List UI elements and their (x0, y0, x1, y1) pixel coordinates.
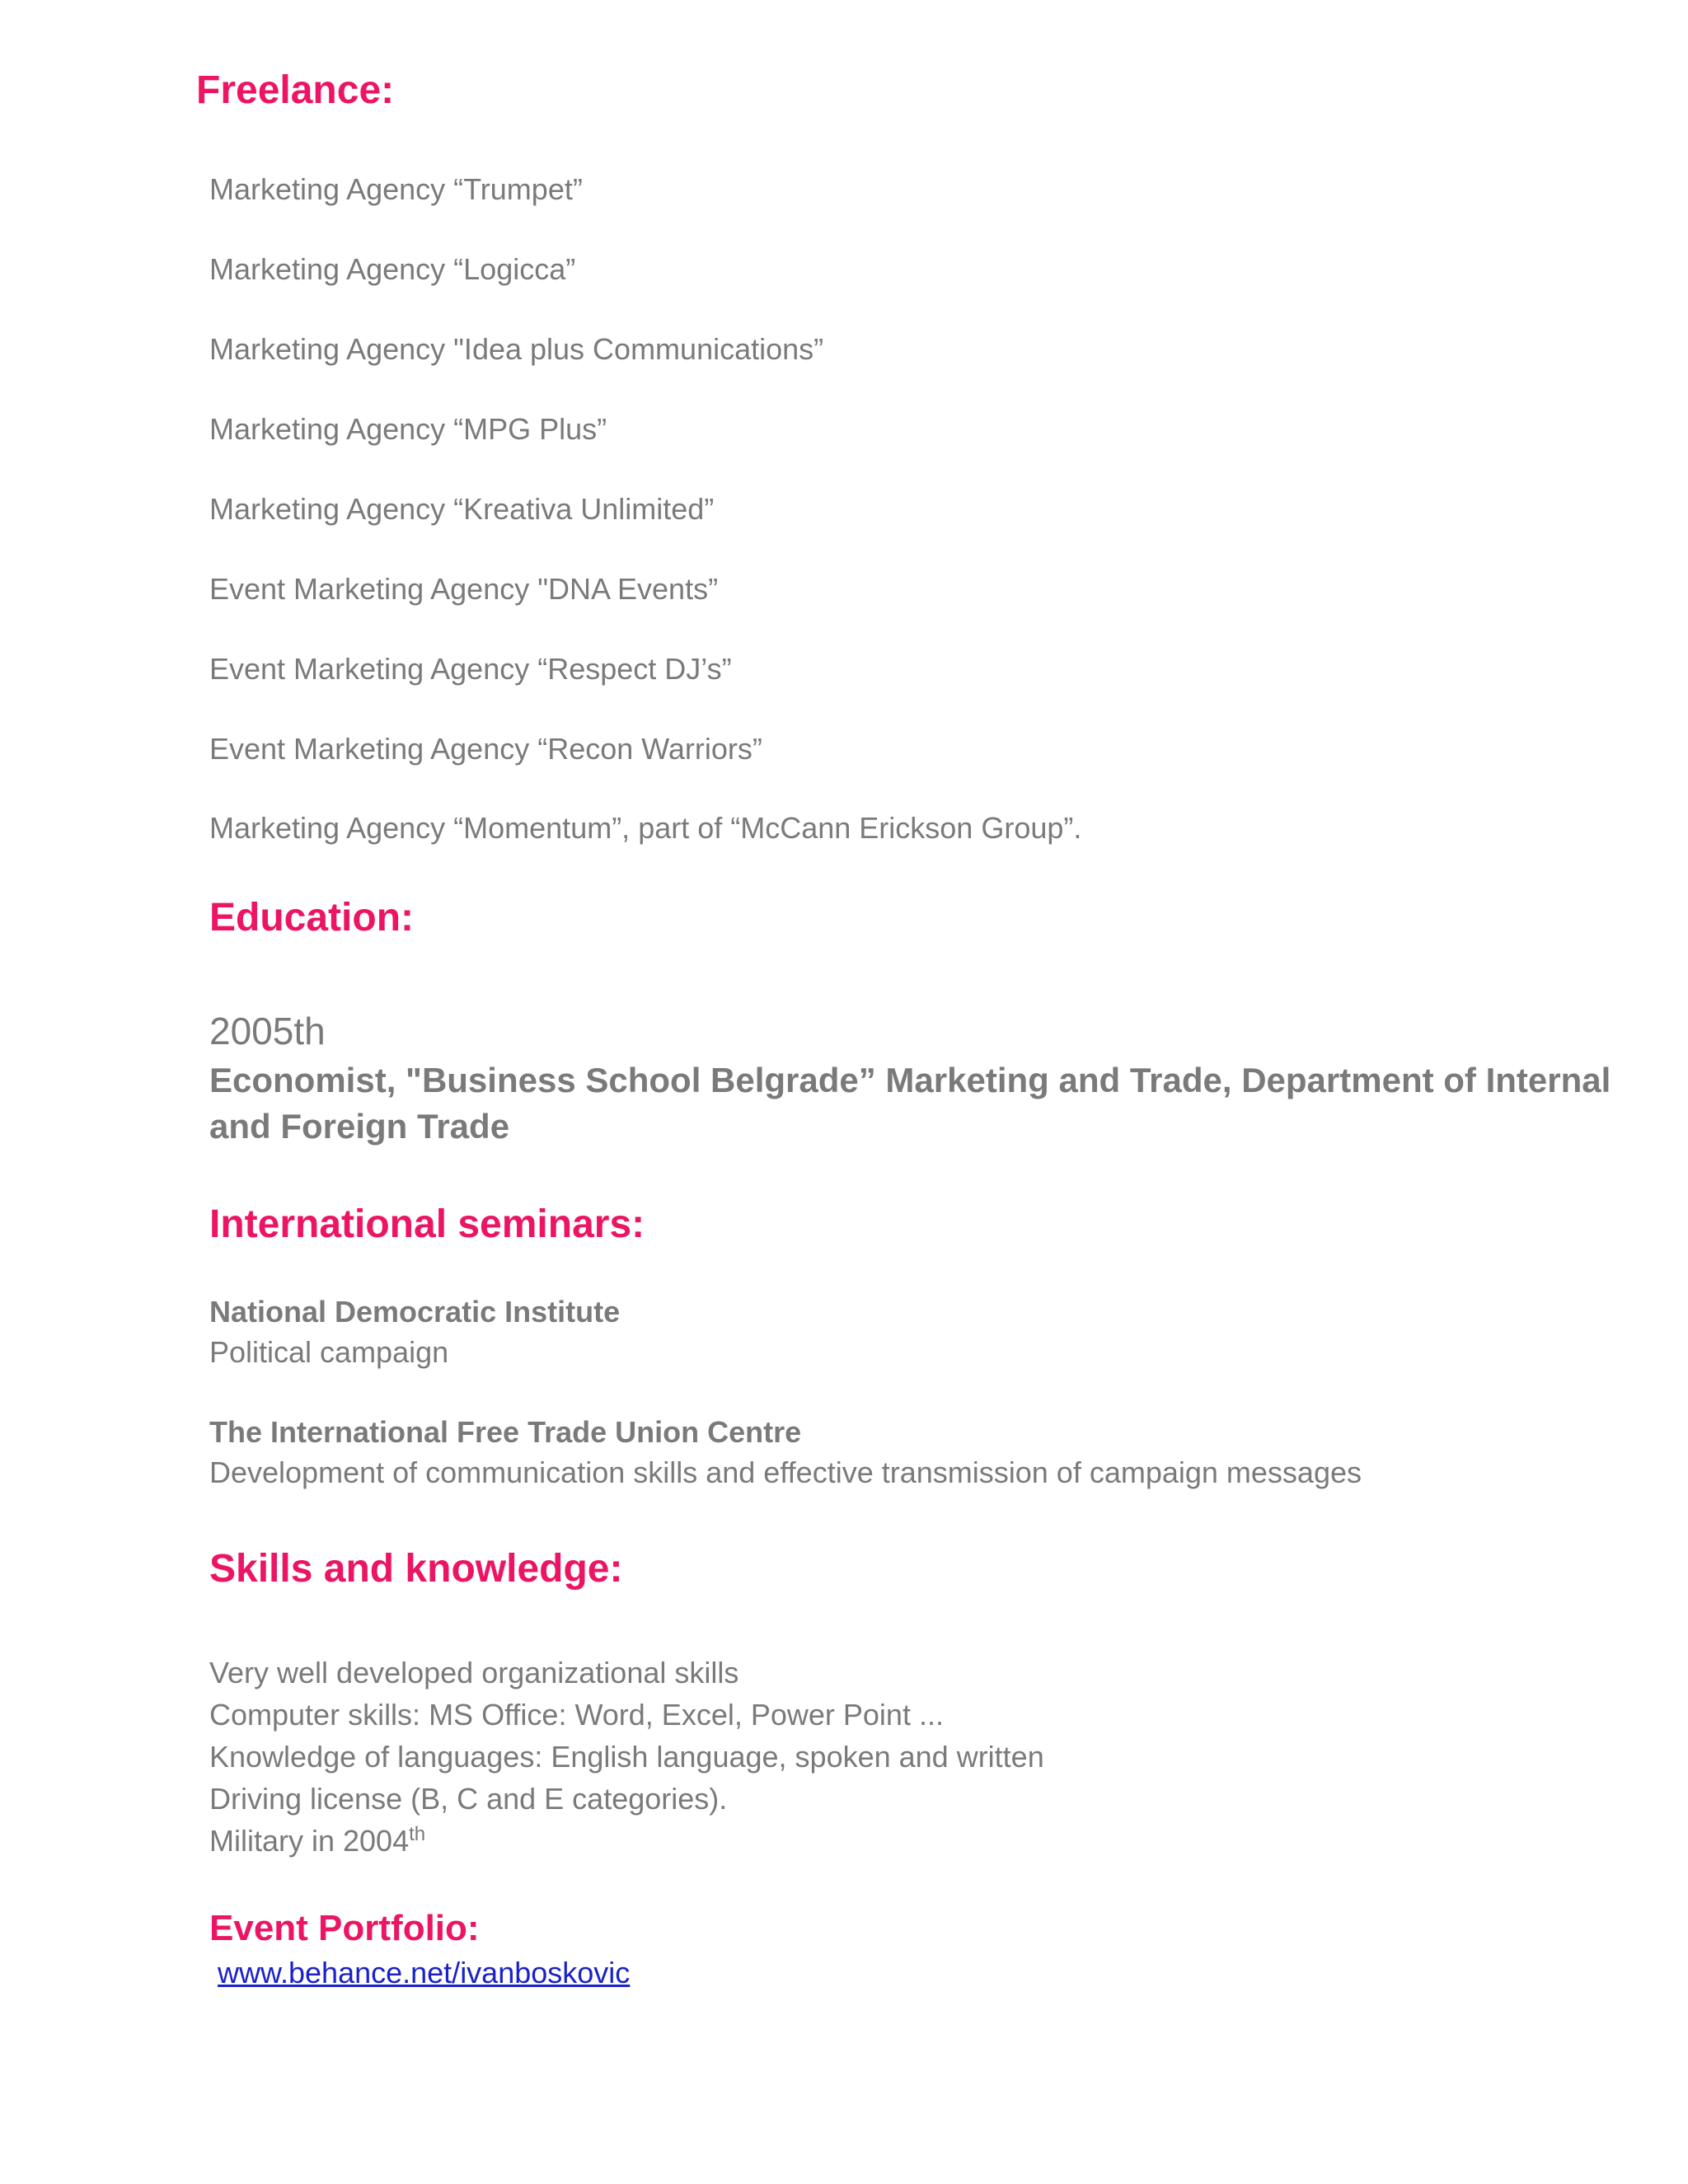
portfolio-heading: Event Portfolio: (209, 1908, 480, 1948)
education-heading: Education: (209, 896, 414, 940)
seminars-heading: International seminars: (209, 1202, 645, 1246)
freelance-item: Event Marketing Agency “Recon Warriors” (209, 732, 762, 766)
freelance-item: Marketing Agency "Idea plus Communications” (209, 332, 824, 366)
military-text: Military in 2004 (209, 1824, 410, 1858)
seminar-title: The International Free Trade Union Centre (209, 1415, 802, 1449)
freelance-item: Marketing Agency “Logicca” (209, 252, 576, 286)
seminar-title: National Democratic Institute (209, 1295, 621, 1329)
skill-item-military (209, 1823, 425, 1859)
freelance-item: Marketing Agency “Trumpet” (209, 172, 583, 206)
skill-item: Very well developed organizational skills (209, 1656, 739, 1690)
education-year: 2005th (209, 1010, 326, 1052)
freelance-item: Event Marketing Agency "DNA Events” (209, 572, 719, 606)
freelance-item: Event Marketing Agency “Respect DJ’s” (209, 652, 732, 686)
seminar-subtitle: Development of communication skills and effective transmission of campaign messages (209, 1455, 1362, 1489)
seminar-subtitle: Political campaign (209, 1335, 449, 1369)
skills-heading: Skills and knowledge: (209, 1547, 623, 1591)
military-superscript: th (409, 1823, 426, 1845)
freelance-item: Marketing Agency “Momentum”, part of “McCann Erickson Group”. (209, 811, 1082, 845)
freelance-heading: Freelance: (196, 68, 395, 112)
skill-item: Computer skills: MS Office: Word, Excel, Power Point ... (209, 1698, 944, 1732)
education-degree: Economist, "Business School Belgrade” Marketing and Trade, Department of Internal and Foreign Trade (209, 1061, 1611, 1146)
skill-item: Knowledge of languages: English language, spoken and written (209, 1740, 1044, 1774)
portfolio-link[interactable]: www.behance.net/ivanboskovic (218, 1956, 631, 1990)
skill-item: Driving license (B, C and E categories). (209, 1782, 728, 1816)
freelance-item: Marketing Agency “Kreativa Unlimited” (209, 492, 715, 526)
freelance-item: Marketing Agency “MPG Plus” (209, 412, 607, 446)
